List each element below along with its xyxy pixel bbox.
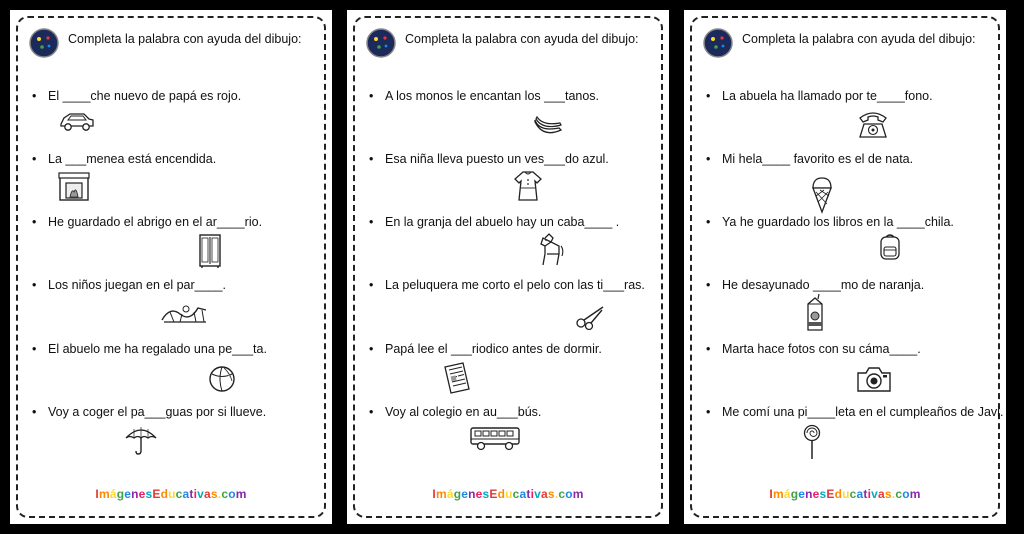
logo-icon [703, 28, 733, 58]
playground-icon [160, 300, 210, 326]
worksheet-card-1 [10, 10, 332, 524]
camera-icon [856, 365, 892, 393]
newspaper-icon [441, 361, 471, 395]
sentence-text: Esa niña lleva puesto un ves___do azul. [385, 152, 609, 166]
exercise-item: • Mi hela____ favorito es el de nata. [706, 152, 914, 166]
sentence-text: A los monos le encantan los ___tanos. [385, 89, 600, 103]
icecream-icon [810, 176, 834, 214]
instructions-heading: Completa la palabra con ayuda del dibujo: [68, 32, 302, 46]
sentence-text: Ya he guardado los libros en la ____chila. [722, 215, 954, 229]
umbrella-icon [124, 424, 158, 456]
exercise-item: • Papá lee el ___riodico antes de dormir. [369, 342, 602, 356]
sentence-text: La ___menea está encendida. [48, 152, 217, 166]
exercise-item: • He desayunado ____mo de naranja. [706, 278, 925, 292]
brand-text: ImágenesEducativas.com [432, 487, 584, 501]
telephone-icon [856, 110, 890, 140]
sentence-text: Mi hela____ favorito es el de nata. [722, 152, 914, 166]
sentence-text: Voy al colegio en au___bús. [385, 405, 542, 419]
sentence-text: Papá lee el ___riodico antes de dormir. [385, 342, 602, 356]
brand-text: ImágenesEducativas.com [95, 487, 247, 501]
lollipop-icon [802, 424, 822, 460]
brand-footer [684, 487, 1006, 501]
exercise-item: • El ____che nuevo de papá es rojo. [32, 89, 242, 103]
exercise-item: • Marta hace fotos con su cáma____. [706, 342, 921, 356]
dress-icon [513, 170, 543, 202]
sentence-text: He desayunado ____mo de naranja. [722, 278, 925, 292]
exercise-item: • Esa niña lleva puesto un ves___do azul. [369, 152, 609, 166]
brand-footer [347, 487, 669, 501]
worksheet-card-3 [684, 10, 1006, 524]
sentence-text: La abuela ha llamado por te____fono. [722, 89, 933, 103]
sentence-text: Marta hace fotos con su cáma____. [722, 342, 921, 356]
scissors-icon [575, 304, 605, 330]
logo-icon [366, 28, 396, 58]
sentence-text: Voy a coger el pa___guas por si llueve. [48, 405, 267, 419]
instructions-heading: Completa la palabra con ayuda del dibujo: [405, 32, 639, 46]
exercise-item: • Voy a coger el pa___guas por si llueve. [32, 405, 267, 419]
brand-text: ImágenesEducativas.com [769, 487, 921, 501]
sentence-text: Los niños juegan en el par____. [48, 278, 226, 292]
fireplace-icon [58, 172, 90, 202]
bus-icon [469, 424, 523, 452]
exercise-item: • La abuela ha llamado por te____fono. [706, 89, 933, 103]
exercise-item: • Ya he guardado los libros en la ____chila. [706, 215, 954, 229]
car-icon [58, 110, 96, 132]
exercise-item: • Me comí una pi____leta en el cumpleaños de Javi. [706, 405, 1004, 419]
brand-footer [10, 487, 332, 501]
exercise-item: • La ___menea está encendida. [32, 152, 217, 166]
exercise-item: • El abuelo me ha regalado una pe___ta. [32, 342, 267, 356]
exercise-item: • La peluquera me corto el pelo con las ti___ras. [369, 278, 645, 292]
exercise-item: • Los niños juegan en el par____. [32, 278, 226, 292]
instructions-heading: Completa la palabra con ayuda del dibujo: [742, 32, 976, 46]
horse-icon [537, 232, 565, 268]
logo-icon [29, 28, 59, 58]
exercise-item: • Voy al colegio en au___bús. [369, 405, 542, 419]
worksheet-card-2 [347, 10, 669, 524]
sentence-text: En la granja del abuelo hay un caba____ . [385, 215, 620, 229]
exercise-item: • En la granja del abuelo hay un caba____ . [369, 215, 620, 229]
banana-icon [533, 114, 563, 136]
sentence-text: El ____che nuevo de papá es rojo. [48, 89, 242, 103]
sentence-text: Me comí una pi____leta en el cumpleaños de Javi. [722, 405, 1004, 419]
juice-icon [804, 294, 826, 332]
backpack-icon [878, 233, 902, 261]
sentence-text: El abuelo me ha regalado una pe___ta. [48, 342, 267, 356]
exercise-item: • A los monos le encantan los ___tanos. [369, 89, 600, 103]
sentence-text: He guardado el abrigo en el ar____rio. [48, 215, 263, 229]
ball-icon [208, 365, 236, 393]
exercise-item: • He guardado el abrigo en el ar____rio. [32, 215, 263, 229]
wardrobe-icon [198, 233, 222, 269]
sentence-text: La peluquera me corto el pelo con las ti___ras. [385, 278, 645, 292]
